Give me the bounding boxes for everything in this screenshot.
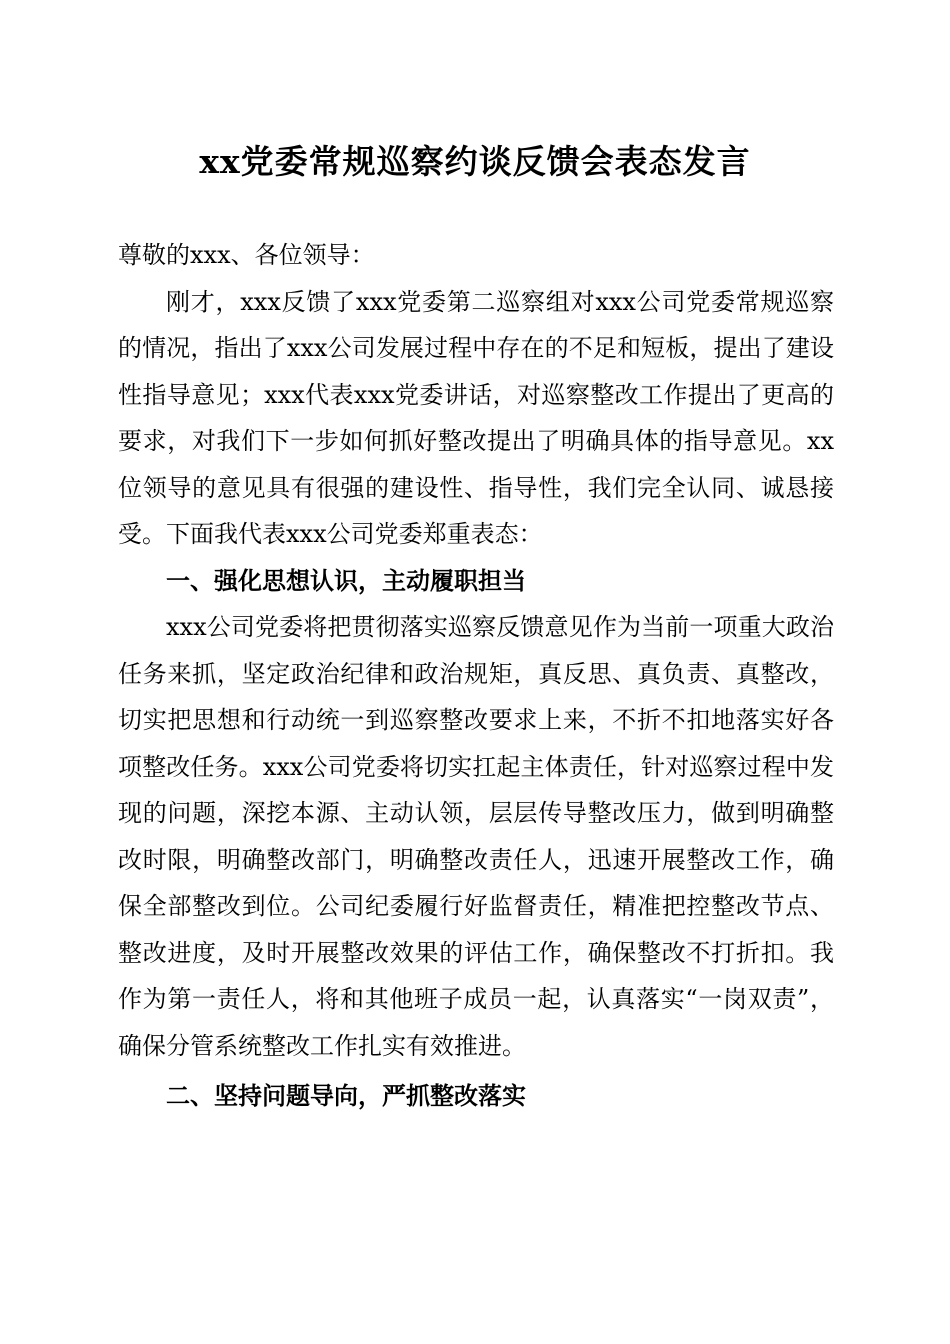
salutation: 尊敬的xxx、各位领导： — [118, 241, 375, 269]
paragraph: xxx公司党委将把贯彻落实巡察反馈意见作为当前一项重大政治任务来抓，坚定政治纪律和政治规矩，真反思、真负责、真整改，切实把思想和行动统一到巡察整改要求上来，不折不扣地落实好各项整改任务。xxx公司党委将切实扛起主体责任，针对巡察过程中发现的问题，深挖本源、主动认领，层层传导整改压力，做到明确整改时限，明确整改部门，明确整改责任人，迅速开展整改工作，确保全部整改到位。公司纪委履行好监督责任，精准把控整改节点、整改进度，及时开展整改效果的评估工作，确保整改不打折扣。我作为第一责任人，将和其他班子成员一起，认真落实“一岗双责”，确保分管系统整改工作扎实有效推进。 — [118, 613, 834, 1060]
section-heading: 一、强化思想认识，主动履职担当 — [166, 566, 526, 595]
section-heading: 二、坚持问题导向，严抓整改落实 — [166, 1082, 526, 1110]
document-title: xx党委常规巡察约谈反馈会表态发言 — [199, 142, 751, 181]
document-body — [118, 232, 834, 1120]
paragraph: 刚才，xxx反馈了xxx党委第二巡察组对xxx公司党委常规巡察的情况，指出了xxx公司发展过程中存在的不足和短板，提出了建设性指导意见；xxx代表xxx党委讲话，对巡察整改工作提出了更高的要求，对我们下一步如何抓好整改提出了明确具体的指导意见。xx位领导的意见具有很强的建设性、指导性，我们完全认同、诚恳接受。下面我代表xxx公司党委郑重表态： — [118, 287, 834, 548]
